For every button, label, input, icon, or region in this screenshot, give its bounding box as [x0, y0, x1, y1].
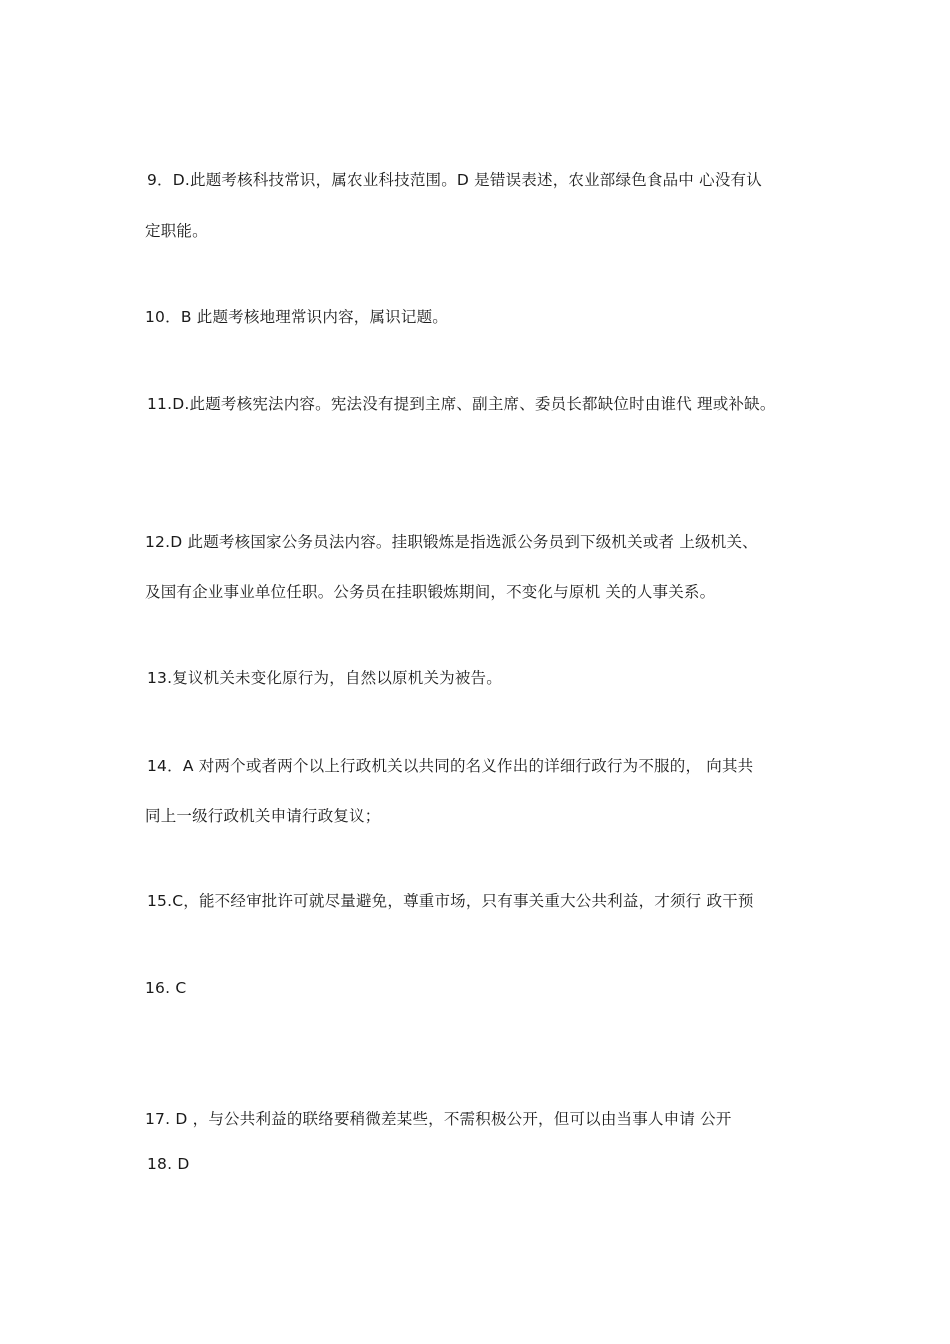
answer-13: 13.复议机关未变化原行为，自然以原机关为被告。 — [147, 669, 502, 687]
answer-12-line-1: 12.D 此题考核国家公务员法内容。挂职锻炼是指选派公务员到下级机关或者 上级机关、 — [145, 533, 758, 551]
answer-9-line-2: 定职能。 — [145, 222, 208, 240]
answer-18: 18. D — [147, 1155, 190, 1173]
answer-9-line-1: 9．D.此题考核科技常识，属农业科技范围。D 是错误表述，农业部绿色食品中 心没有认 — [147, 171, 762, 189]
answer-16: 16. C — [145, 979, 187, 997]
answer-14-line-1: 14．A 对两个或者两个以上行政机关以共同的名义作出的详细行政行为不服的， 向其共 — [147, 757, 754, 775]
answer-15: 15.C，能不经审批许可就尽量避免，尊重市场，只有事关重大公共利益，才须行 政干预 — [147, 892, 754, 910]
answer-11: 11.D.此题考核宪法内容。宪法没有提到主席、副主席、委员长都缺位时由谁代 理或补缺。 — [147, 395, 776, 413]
answer-12-line-2: 及国有企业事业单位任职。公务员在挂职锻炼期间，不变化与原机 关的人事关系。 — [145, 583, 716, 601]
answer-10: 10．B 此题考核地理常识内容，属识记题。 — [145, 308, 448, 326]
answer-14-line-2: 同上一级行政机关申请行政复议； — [145, 807, 381, 825]
answer-17: 17. D ，与公共利益的联络要稍微差某些，不需积极公开，但可以由当事人申请 公开 — [145, 1110, 732, 1128]
